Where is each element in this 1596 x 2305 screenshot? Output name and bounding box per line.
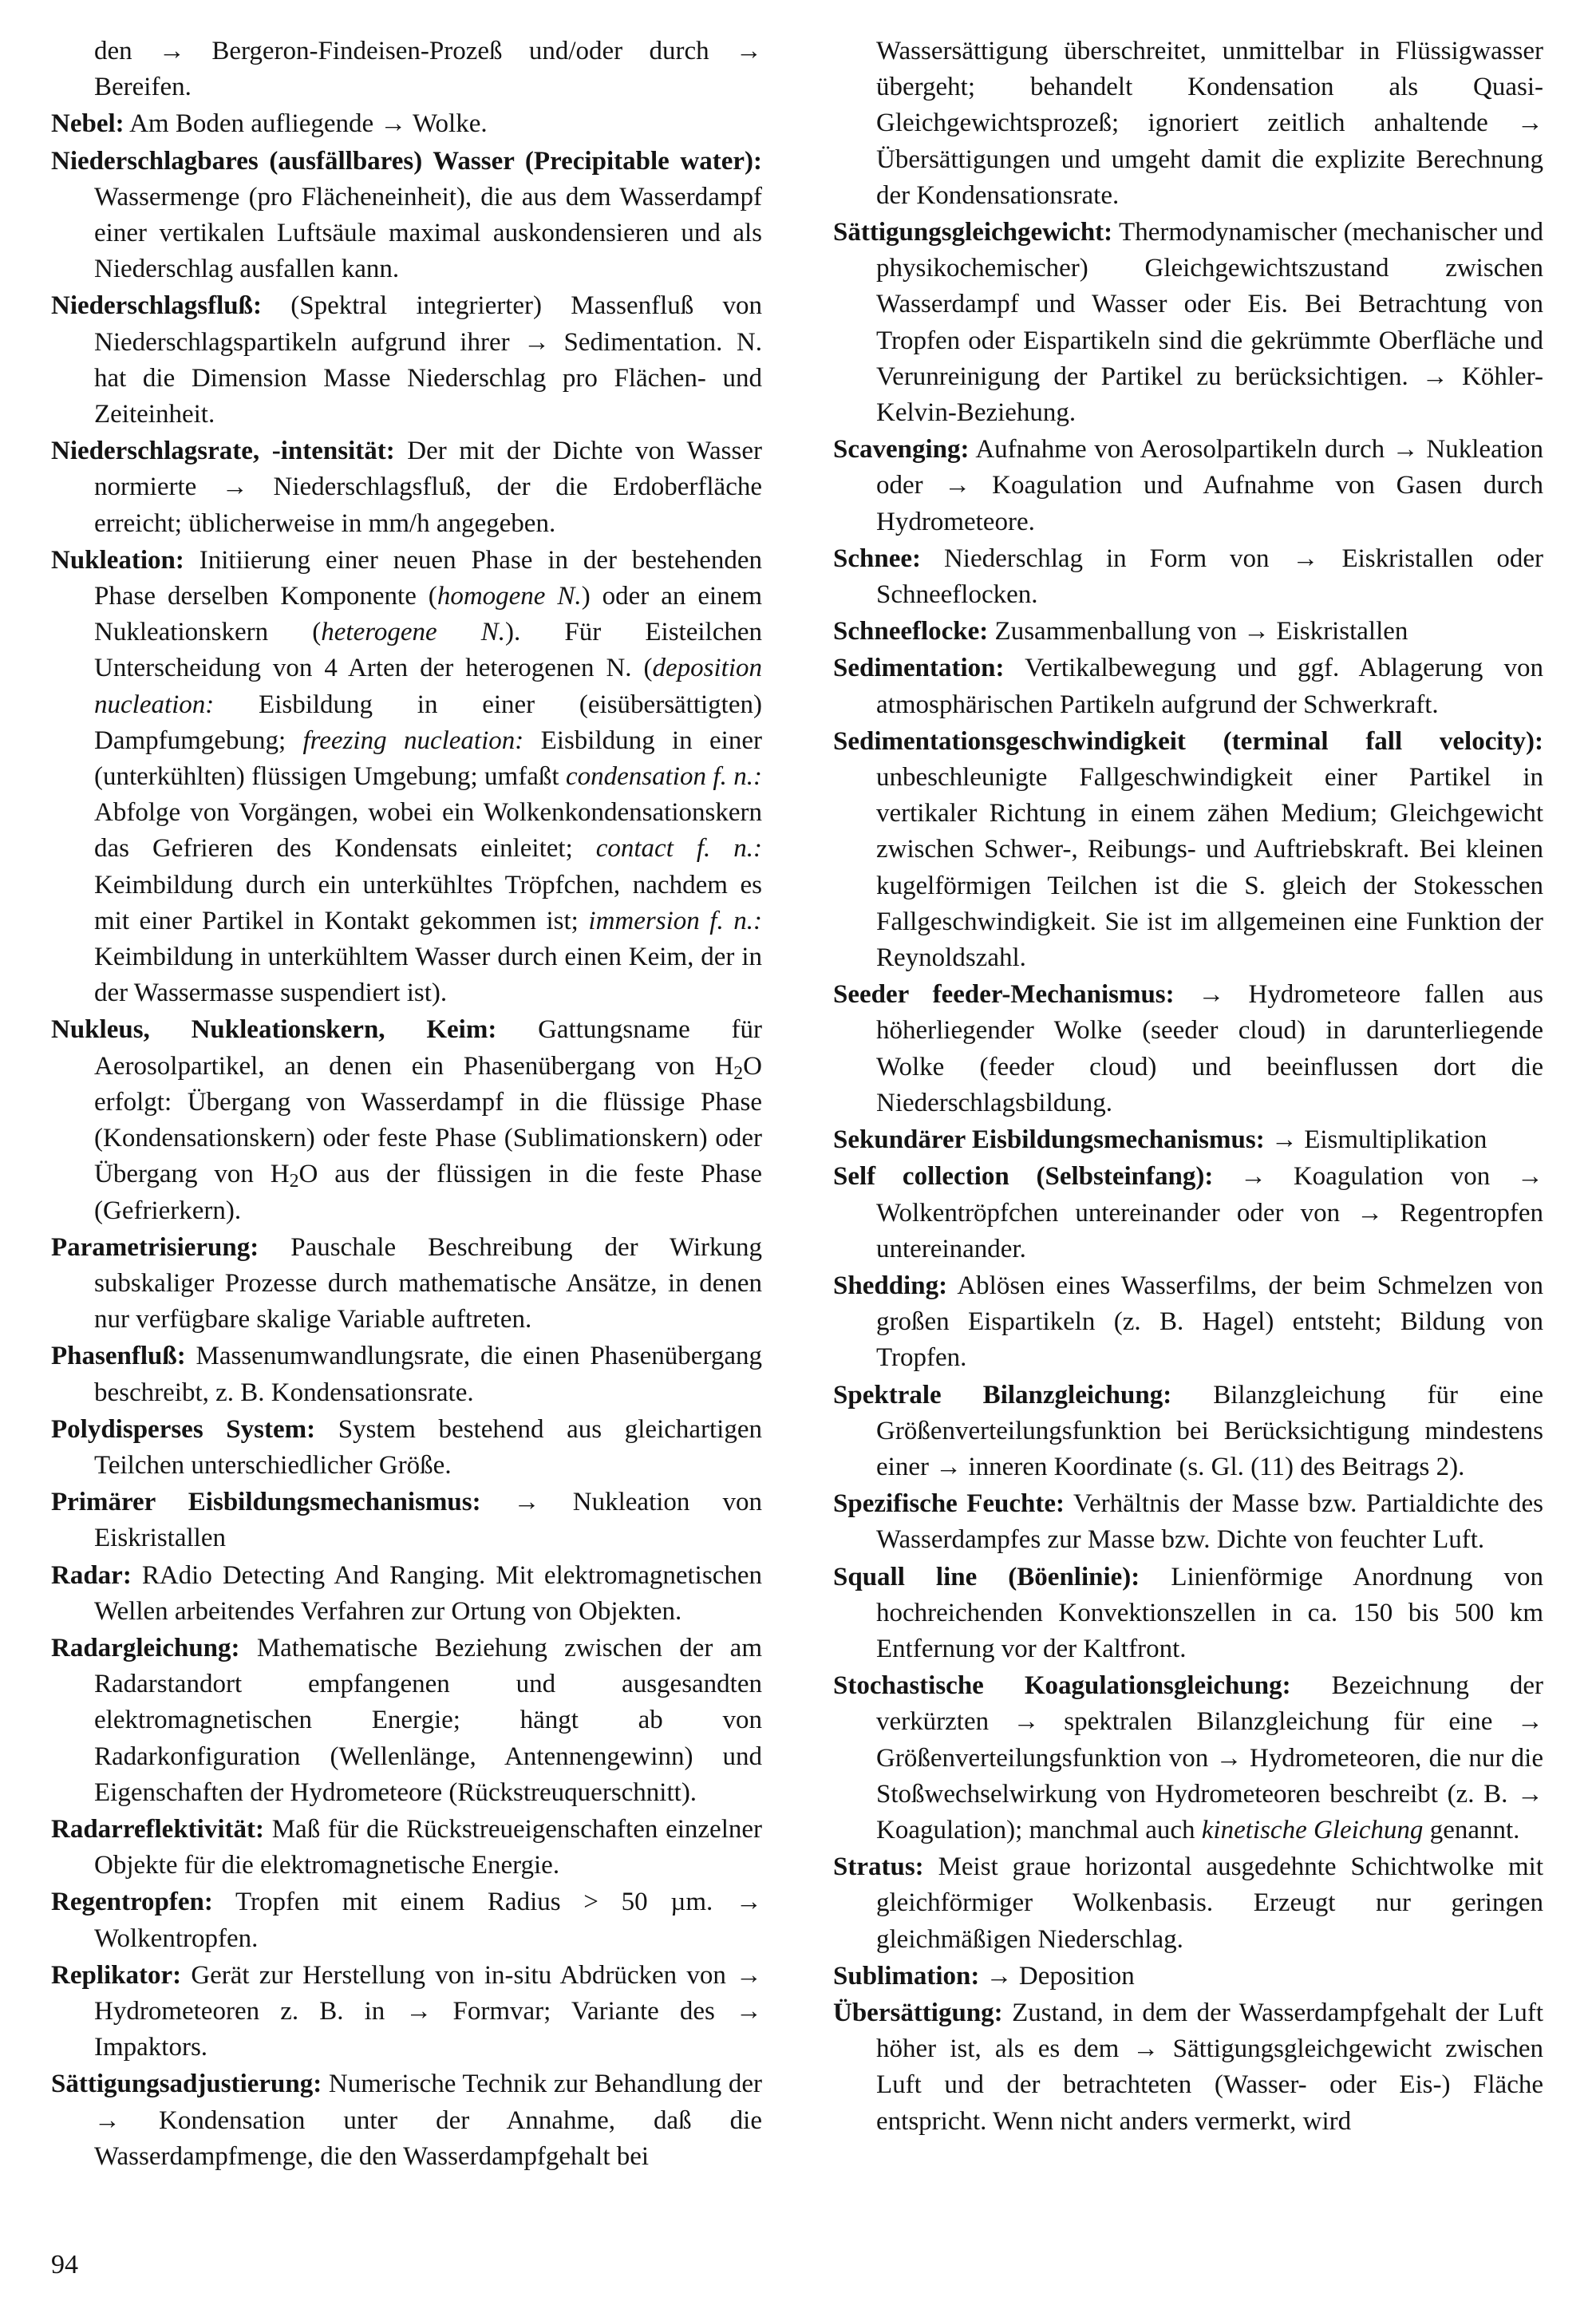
left-column [51, 34, 762, 2176]
glossary-definition: Maß für die Rückstreueigenschaften einzelner Objekte für die elektromagnetische Energie. [94, 1814, 762, 1880]
definition-text: genannt. [1423, 1815, 1520, 1844]
definition-text: Abfolge von Vorgängen, wobei ein Wolkenkondensationskern das Gefrieren des Kondensats einleitet; [94, 798, 762, 864]
glossary-entry [51, 34, 762, 105]
subscript: 2 [289, 1171, 299, 1192]
glossary-term: Phasenfluß: [51, 1342, 186, 1371]
italic-text: homogene N. [437, 582, 582, 611]
glossary-entry [51, 1558, 762, 1630]
glossary-entry [51, 1485, 762, 1556]
italic-text: contact f. n.: [595, 834, 762, 864]
glossary-entry [833, 34, 1543, 214]
glossary-term: Parametrisierung: [51, 1232, 259, 1262]
definition-text: ) oder an einem Nukleationskern ( [94, 582, 763, 647]
glossary-definition: → Hydrometeore fallen aus höherliegender Wolke (seeder cloud) in darunterliegende Wolke (feeder cloud) und beeinflussen dort die Niederschlagsbildung. [876, 980, 1543, 1117]
glossary-entry [833, 1849, 1543, 1958]
glossary-term: Sedimentation: [833, 654, 1005, 683]
glossary-definition: System bestehend aus gleichartigen Teilchen unterschiedlicher Größe. [94, 1414, 762, 1480]
glossary-definition: Zusammenballung von → Eiskristallen [988, 617, 1408, 646]
italic-text: kinetische Gleichung [1201, 1815, 1424, 1844]
glossary-term: Radar: [51, 1560, 132, 1590]
definition-text: Eisbildung in einer (eisübersättigten) Dampfumgebung; [94, 690, 762, 755]
glossary-term: Shedding: [833, 1271, 948, 1300]
glossary-definition: Gerät zur Herstellung von in-situ Abdrücken von → Hydrometeoren z. B. in → Formvar; Variante des → Impaktors. [94, 1960, 762, 2062]
glossary-definition: Bilanzgleichung für eine Größenverteilungsfunktion bei Berücksichtigung mindestens einer → inneren Koordinate (s. Gl. (11) des Beitrags 2). [876, 1380, 1544, 1481]
glossary-entry [51, 1812, 762, 1884]
glossary-entry [51, 543, 762, 1012]
glossary-definition: (Spektral integrierter) Massenfluß von Niederschlagspartikeln aufgrund ihrer → Sedimentation. N. hat die Dimension Masse Niederschlag pro Flächen- und Zeiteinheit. [94, 291, 762, 429]
glossary-entry [833, 1995, 1543, 2140]
glossary-term: Squall line (Böenlinie): [833, 1562, 1140, 1591]
glossary-definition: Mathematische Beziehung zwischen der am Radarstandort empfangenen und ausgesandten elektromagnetischen Energie; hängt ab von Radarkonfiguration (Wellenlänge, Antennengewinn) und Eigenschaften der Hydrometeore (Rückstreuquerschnitt). [94, 1633, 762, 1807]
definition-text: Bezeichnung der verkürzten → spektralen Bilanzgleichung für eine → Größenverteilungsfunktion von → Hydrometeoren, die nur die Stoßwechselwirkung von Hydrometeoren beschreibt (z. B. → Koagulation); manchmal auch [876, 1671, 1544, 1844]
glossary-definition: Am Boden aufliegende → Wolke. [124, 109, 488, 139]
glossary-term: Niederschlagsrate, -intensität: [51, 437, 395, 466]
glossary-definition: Numerische Technik zur Behandlung der → Kondensation unter der Annahme, daß die Wasserdampfmenge, die den Wasserdampfgehalt bei [94, 2070, 762, 2171]
glossary-term: Schneeflocke: [833, 617, 989, 646]
definition-text: ). Für Eisteilchen Unterscheidung von 4 Arten der heterogenen N. ( [94, 618, 763, 683]
glossary-entry [51, 1631, 762, 1811]
glossary-definition: Aufnahme von Aerosolpartikeln durch → Nukleation oder → Koagulation und Aufnahme von Gasen durch Hydrometeore. [876, 435, 1543, 536]
glossary-entry [833, 1668, 1543, 1848]
glossary-term: Nebel: [51, 109, 124, 139]
glossary-term: Scavenging: [833, 435, 970, 465]
glossary-entry [51, 288, 762, 433]
glossary-definition: → Koagulation von → Wolkentröpfchen untereinander oder von → Regentropfen untereinander. [876, 1162, 1543, 1263]
glossary-entry [51, 1230, 762, 1338]
glossary-definition: Verhältnis der Masse bzw. Partialdichte des Wasserdampfes zur Masse bzw. Dichte von feuchter Luft. [876, 1489, 1543, 1555]
glossary-definition: den → Bergeron-Findeisen-Prozeß und/oder durch → Bereifen. [94, 37, 762, 102]
glossary-entry [51, 433, 762, 542]
glossary-definition: Wassersättigung überschreitet, unmittelbar in Flüssigwasser übergeht; behandelt Kondensation als Quasi-Gleichgewichtsprozeß; ignoriert zeitlich anhaltende → Übersättigungen und umgeht damit die explizite Berechnung der Kondensationsrate. [876, 37, 1543, 210]
glossary-definition: Linienförmige Anordnung von hochreichenden Konvektionszellen in ca. 150 bis 500 km Entfernung vor der Kaltfront. [876, 1562, 1544, 1663]
glossary-entry [833, 614, 1543, 650]
glossary-term: Primärer Eisbildungsmechanismus: [51, 1488, 481, 1517]
glossary-definition: → Nukleation von Eiskristallen [94, 1488, 762, 1553]
glossary-term: Seeder feeder-Mechanismus: [833, 980, 1175, 1010]
glossary-entry [833, 650, 1543, 722]
glossary-term: Radarreflektivität: [51, 1814, 264, 1844]
glossary-term: Übersättigung: [833, 1998, 1003, 2027]
glossary-definition: → Deposition [979, 1961, 1135, 1991]
page-number: 94 [51, 2250, 78, 2279]
glossary-entry [51, 1338, 762, 1410]
italic-text: heterogene N. [321, 618, 506, 647]
glossary-definition: Meist graue horizontal ausgedehnte Schichtwolke mit gleichförmiger Wolkenbasis. Erzeugt nur geringen gleichmäßigen Niederschlag. [876, 1852, 1543, 1954]
glossary-entry [51, 1884, 762, 1956]
glossary-definition: Der mit der Dichte von Wasser normierte → Niederschlagsfluß, der die Erdoberfläche erreicht; üblicherweise in mm/h angegeben. [94, 437, 762, 538]
glossary-definition: Thermodynamischer (mechanischer und physikochemischer) Gleichgewichtszustand zwischen Wasserdampf und Wasser oder Eis. Bei Betrachtung von Tropfen oder Eispartikeln sind die gekrümmte Oberfläche und Verunreinigung der Partikel zu berücksichtigen. → Köhler-Kelvin-Beziehung. [876, 218, 1543, 428]
glossary-term: Niederschlagbares (ausfällbares) Wasser (Precipitable water): [51, 146, 762, 176]
glossary-definition: → Eismultiplikation [1264, 1125, 1487, 1155]
glossary-definition: Tropfen mit einem Radius > 50 µm. → Wolkentropfen. [94, 1888, 762, 1953]
glossary-entry [833, 1159, 1543, 1267]
italic-text: freezing nucleation: [302, 726, 524, 755]
glossary-term: Radargleichung: [51, 1633, 240, 1663]
glossary-term: Regentropfen: [51, 1888, 213, 1917]
definition-text: Keimbildung in unterkühltem Wasser durch einen Keim, der in der Wassermasse suspendiert ist). [94, 943, 762, 1008]
glossary-definition: Ablösen eines Wasserfilms, der beim Schmelzen von großen Eispartikeln (z. B. Hagel) entsteht; Bildung von Tropfen. [876, 1271, 1543, 1373]
glossary-definition: Zustand, in dem der Wasserdampfgehalt der Luft höher ist, als es dem → Sättigungsgleichgewicht zwischen Luft und der betrachteten (Wasser- oder Eis-) Fläche entspricht. Wenn nicht anders vermerkt, wird [876, 1998, 1543, 2136]
glossary-term: Nukleation: [51, 545, 184, 575]
definition-text: O erfolgt: Übergang von Wasserdampf in die flüssige Phase (Kondensationskern) oder feste Phase (Sublimationskern) oder Übergang von H [94, 1051, 762, 1189]
definition-text: Gattungsname für Aerosolpartikel, an denen ein Phasenübergang von H [94, 1015, 762, 1081]
glossary-term: Sättigungsadjustierung: [51, 2070, 322, 2099]
glossary-term: Nukleus, Nukleationskern, Keim: [51, 1015, 497, 1045]
glossary-entry [51, 2066, 762, 2175]
glossary-term: Self collection (Selbsteinfang): [833, 1162, 1214, 1192]
definition-text: Keimbildung durch ein unterkühltes Tröpfchen, nachdem es mit einer Partikel in Kontakt gekommen ist; [94, 870, 762, 935]
glossary-term: Spektrale Bilanzgleichung: [833, 1380, 1172, 1409]
glossary-entry [51, 1958, 762, 2066]
glossary-definition: Wassermenge (pro Flächeneinheit), die aus dem Wasserdampf einer vertikalen Luftsäule maximal auskondensieren und als Niederschlag ausfallen kann. [94, 182, 762, 284]
glossary-term: Sättigungsgleichgewicht: [833, 218, 1113, 247]
glossary-definition: unbeschleunigte Fallgeschwindigkeit einer Partikel in vertikaler Richtung in einem zähen Medium; Gleichgewicht zwischen Schwer-, Reibungs- und Auftriebskraft. Bei kleinen kugelförmigen Teilchen ist die S. gleich der Stokesschen Fallgeschwindigkeit. Sie ist im allgemeinen eine Funktion der Reynoldszahl. [876, 763, 1543, 973]
glossary-term: Replikator: [51, 1960, 182, 1990]
definition-text: Initiierung einer neuen Phase in der bestehenden Phase derselben Komponente ( [94, 545, 762, 611]
glossary-entry [833, 1959, 1543, 1995]
glossary-entry [833, 541, 1543, 613]
glossary-entry [51, 1412, 762, 1484]
glossary-entry [51, 106, 762, 142]
glossary-term: Sedimentationsgeschwindigkeit (terminal fall velocity): [833, 726, 1543, 756]
glossary-entry [51, 1012, 762, 1228]
glossary-term: Spezifische Feuchte: [833, 1489, 1065, 1519]
italic-text: deposition nucleation: [94, 654, 762, 719]
definition-text: Eisbildung in einer (unterkühlten) flüssigen Umgebung; umfaßt [94, 726, 762, 792]
glossary-entry [833, 1486, 1543, 1558]
glossary-definition: Massenumwandlungsrate, die einen Phasenübergang beschreibt, z. B. Kondensationsrate. [94, 1342, 762, 1407]
glossary-entry [51, 144, 762, 288]
glossary-term: Sublimation: [833, 1961, 980, 1991]
glossary-definition: Niederschlag in Form von → Eiskristallen oder Schneeflocken. [876, 544, 1543, 610]
definition-text: O aus der flüssigen in die feste Phase (Gefrierkern). [94, 1160, 762, 1225]
right-column [833, 34, 1543, 2141]
glossary-entry [833, 432, 1543, 540]
glossary-term: Niederschlagsfluß: [51, 291, 262, 321]
glossary-entry [833, 1378, 1543, 1486]
glossary-definition: Vertikalbewegung und ggf. Ablagerung von atmosphärischen Partikeln aufgrund der Schwerkraft. [876, 654, 1543, 719]
subscript: 2 [733, 1062, 744, 1084]
glossary-entry [833, 1560, 1543, 1668]
glossary-entry [833, 215, 1543, 431]
glossary-term: Polydisperses System: [51, 1414, 316, 1444]
italic-text: condensation f. n.: [565, 762, 762, 792]
glossary-term: Stochastische Koagulationsgleichung: [833, 1671, 1291, 1701]
glossary-entry [833, 977, 1543, 1121]
glossary-term: Stratus: [833, 1852, 924, 1882]
glossary-entry [833, 1122, 1543, 1158]
glossary-entry [833, 1268, 1543, 1377]
glossary-definition: Pauschale Beschreibung der Wirkung subskaliger Prozesse durch mathematische Ansätze, in denen nur verfügbare skalige Variable auftreten. [94, 1232, 762, 1334]
glossary-definition: RAdio Detecting And Ranging. Mit elektromagnetischen Wellen arbeitendes Verfahren zur Ortung von Objekten. [94, 1560, 762, 1626]
glossary-term: Schnee: [833, 544, 921, 573]
italic-text: immersion f. n.: [588, 906, 762, 935]
glossary-term: Sekundärer Eisbildungsmechanismus: [833, 1125, 1265, 1155]
glossary-entry [833, 724, 1543, 976]
